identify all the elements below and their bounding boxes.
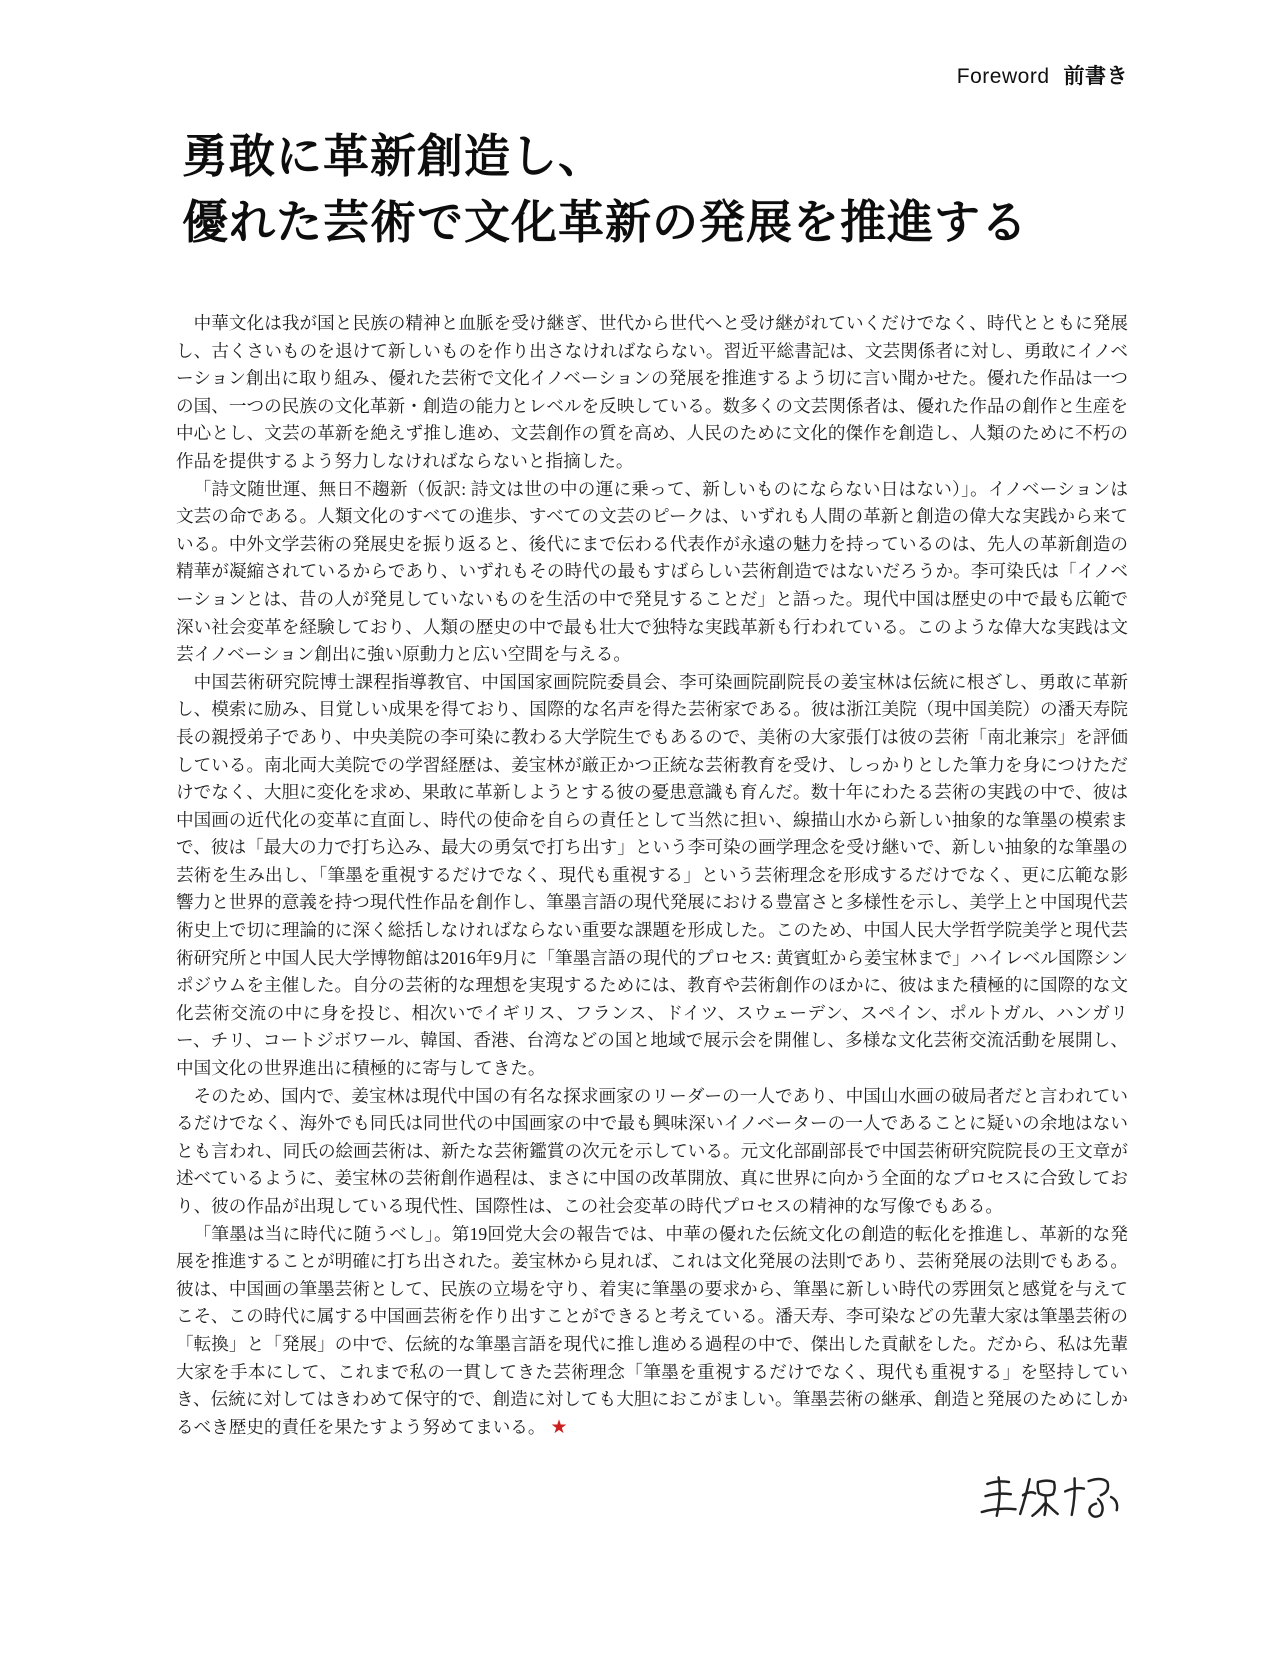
signature <box>978 1468 1128 1528</box>
paragraph-4: そのため、国内で、姜宝林は現代中国の有名な探求画家のリーダーの一人であり、中国山水画の破局者だと言われているだけでなく、海外でも同氏は同世代の中国画家の中で最も興味深いイノベーターの一人であることに疑いの余地はないとも言われ、同氏の絵画芸術は、新たな芸術鑑賞の次元を示している。元文化部副部長で中国芸術研究院院長の王文章が述べているように、姜宝林の芸術創作過程は、まさに中国の改革開放、真に世界に向かう全面的なプロセスに合致しており、彼の作品が出現している現代性、国際性は、この社会変革の時代プロセスの精神的な写像でもある。 <box>176 1085 1128 1216</box>
body-text <box>176 310 1128 1441</box>
foreword-label-jp: 前書き <box>1063 65 1128 88</box>
paragraph-5 <box>176 1221 1128 1442</box>
red-star-icon: ★ <box>550 1415 568 1438</box>
paragraph-1: 中華文化は我が国と民族の精神と血脈を受け継ぎ、世代から世代へと受け継がれていくだけでなく、時代とともに発展し、古くさいものを退けて新しいものを作り出さなければならない。習近平総書記は、文芸関係者に対し、勇敢にイノベーション創出に取り組み、優れた芸術で文化イノベーションの発展を推進するよう切に言い聞かせた。優れた作品は一つの国、一つの民族の文化革新・創造の能力とレベルを反映している。数多くの文芸関係者は、優れた作品の創作と生産を中心とし、文芸の革新を絶えず推し進め、文芸創作の質を高め、人民のために文化的傑作を創造し、人類のために不朽の作品を提供するよう努力しなければならないと指摘した。 <box>176 313 1128 471</box>
title-line-2: 優れた芸術で文化革新の発展を推進する <box>182 197 1028 248</box>
paragraph-2: 「詩文随世運、無日不趨新（仮訳: 詩文は世の中の運に乗って、新しいものにならない日はない）」。イノベーションは文芸の命である。人類文化のすべての進歩、すべての文芸のピークは、いずれも人間の革新と創造の偉大な実践から来ている。中外文学芸術の発展史を振り返ると、後代にまで伝わる代表作が永遠の魅力を持っているのは、先人の革新創造の精華が凝縮されているからであり、いずれもその時代の最もすばらしい芸術創造ではないだろうか。李可染氏は「イノベーションとは、昔の人が発見していないものを生活の中で発見することだ」と語った。現代中国は歴史の中で最も広範で深い社会変革を経験しており、人類の歴史の中で最も壮大で独特な実践革新も行われている。このような偉大な実践は文芸イノベーション創出に強い原動力と広い空間を与える。 <box>176 478 1128 665</box>
page-header <box>957 60 1128 90</box>
foreword-label-en: Foreword <box>956 65 1050 88</box>
title-line-1: 勇敢に革新創造し、 <box>182 131 605 182</box>
paragraph-5-text: 「筆墨は当に時代に随うべし」。第19回党大会の報告では、中華の優れた伝統文化の創造的転化を推進し、革新的な発展を推進することが明確に打ち出された。姜宝林から見れば、これは文化発展の法則であり、芸術発展の法則でもある。彼は、中国画の筆墨芸術として、民族の立場を守り、着実に筆墨の要求から、筆墨に新しい時代の雰囲気と感覚を与えてこそ、この時代に属する中国画芸術を作り出すことができると考えている。潘天寿、李可染などの先輩大家は筆墨芸術の「転換」と「発展」の中で、伝統的な筆墨言語を現代に推し進める過程の中で、傑出した貢献をした。だから、私は先輩大家を手本にして、これまで私の一貫してきた芸術理念「筆墨を重視するだけでなく、現代も重視する」を堅持していき、伝統に対してはきわめて保守的で、創造に対しても大胆におこがましい。筆墨芸術の継承、創造と発展のためにしかるべき歴史的責任を果たすよう努めてまいる。 <box>176 1223 1128 1437</box>
paragraph-3: 中国芸術研究院博士課程指導教官、中国国家画院院委員会、李可染画院副院長の姜宝林は伝統に根ざし、勇敢に革新し、模索に励み、目覚しい成果を得ており、国際的な名声を得た芸術家である。彼は浙江美院（現中国美院）の潘天寿院長の親授弟子であり、中央美院の李可染に教わる大学院生でもあるので、美術の大家張仃は彼の芸術「南北兼宗」を評価している。南北両大美院での学習経歴は、姜宝林が厳正かつ正統な芸術教育を受け、しっかりとした筆力を身につけただけでなく、大胆に変化を求め、果敢に革新しようとする彼の憂患意識も育んだ。数十年にわたる芸術の実践の中で、彼は中国画の近代化の変革に直面し、時代の使命を自らの責任として当然に担い、線描山水から新しい抽象的な筆墨の模索まで、彼は「最大の力で打ち込み、最大の勇気で打ち出す」という李可染の画学理念を受け継いで、新しい抽象的な筆墨の芸術を生み出し、「筆墨を重視するだけでなく、現代も重視する」という芸術理念を形成するだけでなく、更に広範な影響力と世界的意義を持つ現代性作品を創作し、筆墨言語の現代発展における豊富さと多様性を示し、美学上と中国現代芸術史上で切に理論的に深く総括しなければならない重要な課題を形成した。このため、中国人民大学哲学院美学と現代芸術研究所と中国人民大学博物館は2016年9月に「筆墨言語の現代的プロセス: 黄賓虹から姜宝林まで」ハイレベル国際シンポジウムを主催した。自分の芸術的な理想を実現するためには、教育や芸術創作のほかに、彼はまた積極的に国際的な文化芸術交流の中に身を投じ、相次いでイギリス、フランス、ドイツ、スウェーデン、スペイン、ポルトガル、ハンガリー、チリ、コートジボワール、韓国、香港、台湾などの国と地域で展示会を開催し、多様な文化芸術交流活動を展開し、中国文化の世界進出に積極的に寄与してきた。 <box>176 671 1128 1079</box>
page-title <box>182 124 1028 256</box>
